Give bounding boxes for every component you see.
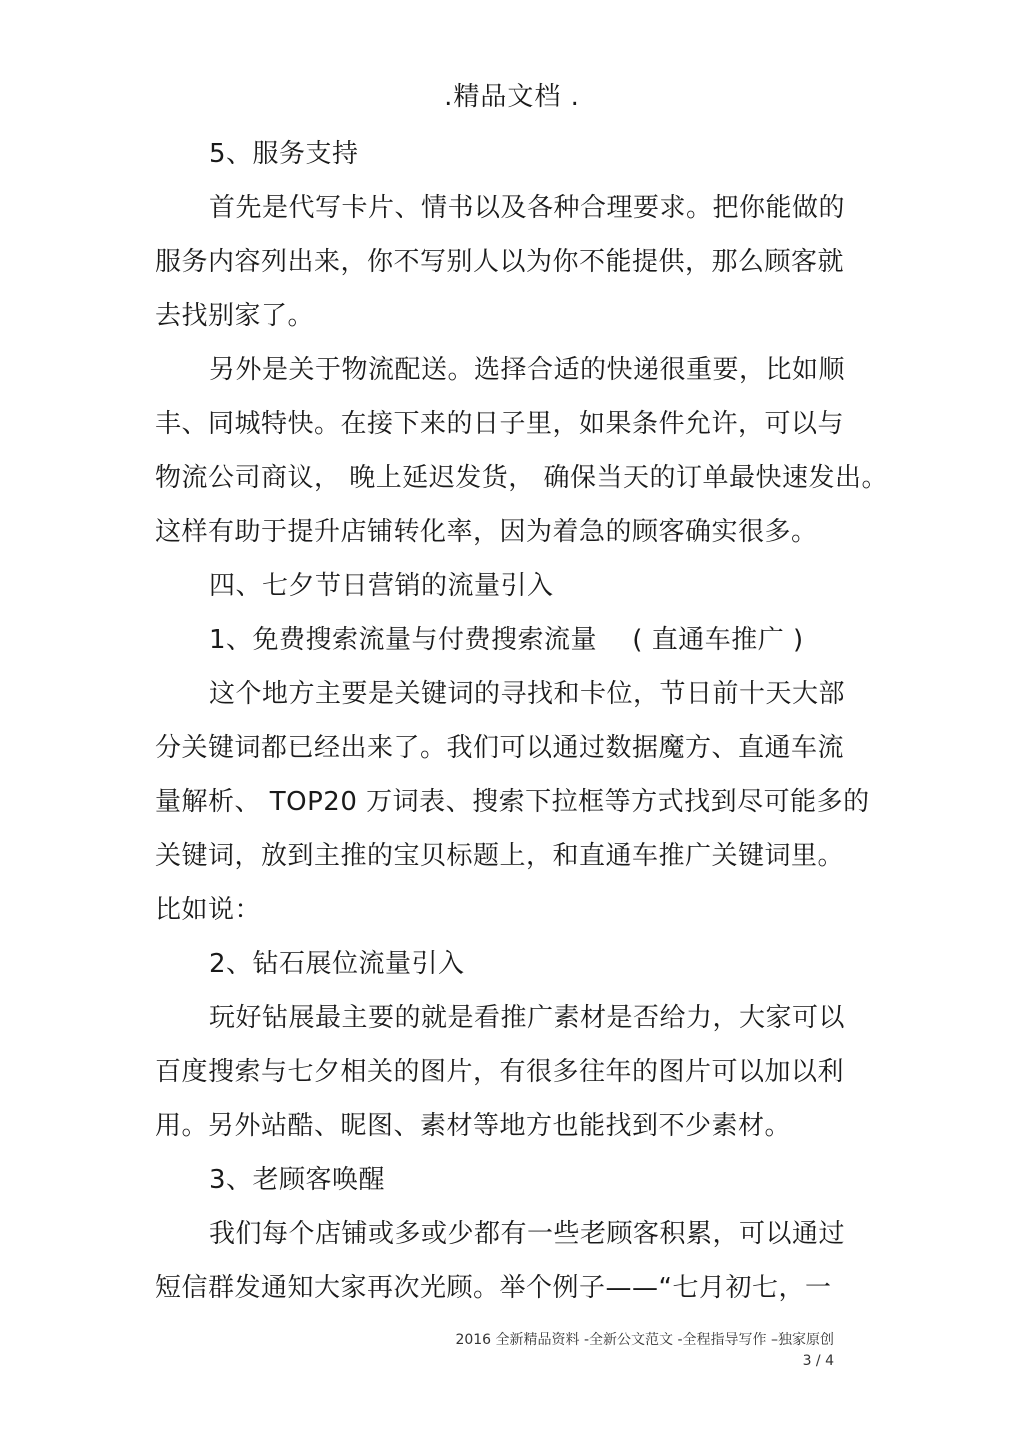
page-number: 3 / 4 [802,1353,834,1369]
paragraph-line: 首先是代写卡片、情书以及各种合理要求。把你能做的 [209,193,846,223]
section-heading: 1、免费搜索流量与付费搜索流量 ( 直通车推广 ) [209,625,804,655]
paragraph-line: 量解析、 TOP20 万词表、搜索下拉框等方式找到尽可能多的 [155,787,870,817]
page-header-title: .精品文档 . [444,82,580,112]
paragraph-line: 这样有助于提升店铺转化率，因为着急的顾客确实很多。 [155,517,818,547]
paragraph-line: 物流公司商议， 晚上延迟发货， 确保当天的订单最快速发出。 [155,463,889,493]
paragraph-line: 比如说： [155,895,262,925]
paragraph-line: 这个地方主要是关键词的寻找和卡位，节日前十天大部 [209,679,846,709]
paragraph-line: 我们每个店铺或多或少都有一些老顾客积累，可以通过 [209,1219,846,1249]
paragraph-line: 玩好钻展最主要的就是看推广素材是否给力，大家可以 [209,1003,846,1033]
paragraph-line: 服务内容列出来，你不写别人以为你不能提供，那么顾客就 [155,247,845,277]
footer-text: 2016 全新精品资料 -全新公文范文 -全程指导写作 –独家原创 [455,1332,834,1348]
section-heading: 5、服务支持 [209,139,359,169]
paragraph-line: 另外是关于物流配送。选择合适的快递很重要，比如顺 [209,355,846,385]
section-heading: 2、钻石展位流量引入 [209,949,465,979]
paragraph-line: 百度搜索与七夕相关的图片，有很多往年的图片可以加以利 [155,1057,845,1087]
paragraph-line: 短信群发通知大家再次光顾。举个例子——“七月初七，一 [155,1273,832,1303]
paragraph-line: 去找别家了。 [155,301,315,331]
paragraph-line: 用。另外站酷、昵图、素材等地方也能找到不少素材。 [155,1111,792,1141]
paragraph-line: 分关键词都已经出来了。我们可以通过数据魔方、直通车流 [155,733,845,763]
section-heading: 四、七夕节日营销的流量引入 [209,571,554,601]
section-heading: 3、老顾客唤醒 [209,1165,386,1195]
paragraph-line: 丰、同城特快。在接下来的日子里，如果条件允许，可以与 [155,409,845,439]
paragraph-line: 关键词，放到主推的宝贝标题上，和直通车推广关键词里。 [155,841,845,871]
